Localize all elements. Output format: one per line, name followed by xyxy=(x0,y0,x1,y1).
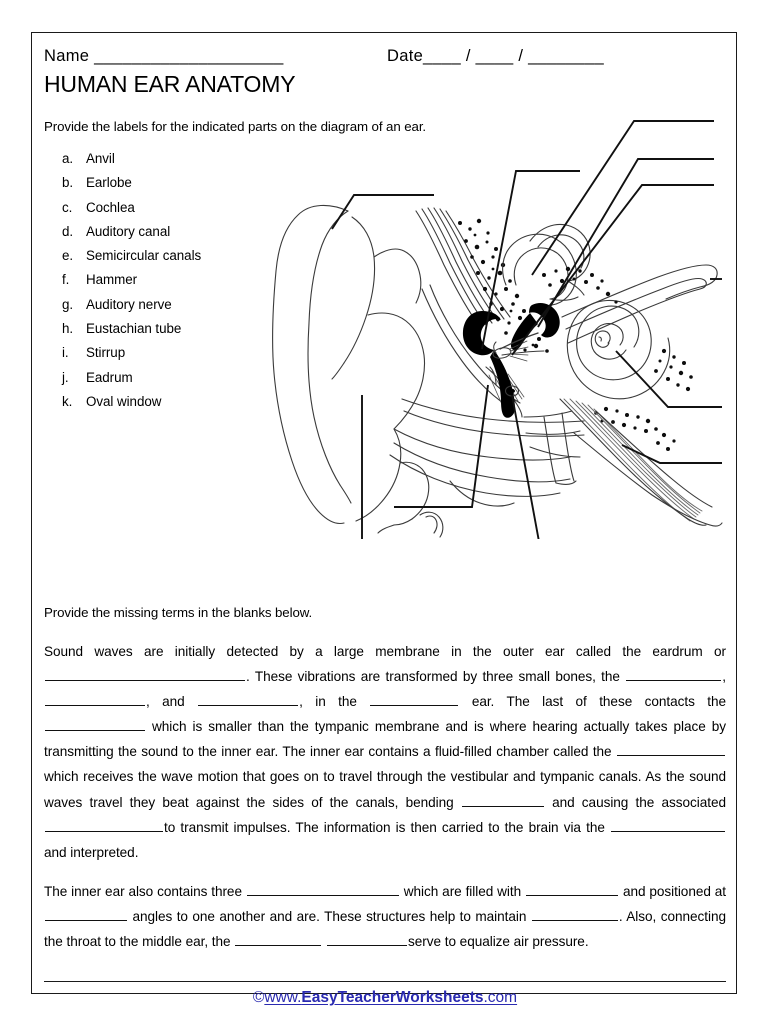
page-title: HUMAN EAR ANATOMY xyxy=(44,71,296,97)
para1-segment-10: to transmit impulses. The information is then carried to the brain via the xyxy=(164,819,605,835)
list-item-label: Earlobe xyxy=(86,175,132,191)
footer-url-prefix: www. xyxy=(264,989,302,1006)
blank-oval-window[interactable] xyxy=(45,717,145,731)
blank-eardrum-alt[interactable] xyxy=(45,667,245,681)
blank-cochlea[interactable] xyxy=(617,742,725,756)
para2-segment-3: and positioned at xyxy=(622,884,726,899)
footer-divider xyxy=(44,981,726,982)
fill-in-paragraph-2 xyxy=(44,879,726,954)
blank-hair-cells[interactable] xyxy=(462,793,544,807)
list-item-marker: c. xyxy=(62,199,73,215)
para2-segment-4: angles to one another and are. These structures help to maintain xyxy=(132,909,527,925)
blank-angles[interactable] xyxy=(45,907,127,921)
blank-hammer[interactable] xyxy=(626,667,721,681)
para2-segment-1: The inner ear also contains three xyxy=(44,884,242,899)
blank-auditory-nerve[interactable] xyxy=(611,818,725,832)
leader-line-auditory-canal xyxy=(362,395,440,539)
list-item-label: Oval window xyxy=(86,393,162,409)
leader-line-hammer xyxy=(512,185,714,355)
para1-segment-6: ear. The last of these contacts the xyxy=(471,694,727,710)
blank-nerve-cells[interactable] xyxy=(45,818,163,832)
worksheet-content xyxy=(44,43,727,1006)
worksheet-page xyxy=(31,32,737,1006)
blank-stirrup[interactable] xyxy=(198,692,298,706)
para1-segment-11: and interpreted. xyxy=(44,844,139,860)
copyright-symbol: © xyxy=(252,989,265,1006)
list-item-label: Auditory canal xyxy=(86,223,171,239)
list-item-label: Semicircular canals xyxy=(86,248,202,264)
list-item-label: Auditory nerve xyxy=(86,296,172,312)
list-item-label: Eadrum xyxy=(86,369,133,385)
fill-in-paragraph-1 xyxy=(44,639,726,865)
blank-middle[interactable] xyxy=(370,692,458,706)
worksheet-header xyxy=(44,43,724,97)
instruction-blank-task: Provide the missing terms in the blanks below. xyxy=(44,605,313,620)
list-item-label: Anvil xyxy=(86,151,115,166)
blank-semicircular-canals[interactable] xyxy=(247,882,399,896)
blank-eustachian-1[interactable] xyxy=(235,932,321,946)
list-item-marker: d. xyxy=(62,223,74,239)
list-item-marker: i. xyxy=(62,345,69,361)
para2-segment-7: serve to equalize air pressure. xyxy=(408,934,589,950)
list-item-marker: e. xyxy=(62,248,74,264)
blank-anvil[interactable] xyxy=(45,692,145,706)
footer-brand: EasyTeacherWorksheets xyxy=(301,989,484,1006)
para2-segment-5: . Also, connecting the throat to the middle ear, the xyxy=(44,909,726,950)
para1-segment-8: which receives the wave motion that goes on to travel through the vestibular and tympanic canals. As the sound waves travel they beat against the sides of the canals, bending xyxy=(44,769,726,810)
ear-diagram xyxy=(244,99,726,539)
footer-attribution[interactable] xyxy=(44,989,726,1007)
para1-segment-4: , and xyxy=(146,694,185,710)
para1-segment-2: . These vibrations are transformed by three small bones, the xyxy=(246,669,620,685)
instruction-label-task: Provide the labels for the indicated parts on the diagram of an ear. xyxy=(44,119,427,134)
para1-segment-5: , in the xyxy=(299,694,357,710)
list-item-marker: f. xyxy=(62,272,70,288)
list-item-marker: j. xyxy=(62,369,69,385)
list-item-label: Stirrup xyxy=(86,345,126,361)
para1-segment-1: Sound waves are initially detected by a large membrane in the outer ear called the eardrum or xyxy=(44,644,726,659)
leader-line-semicircular xyxy=(532,121,714,275)
list-item-marker: k. xyxy=(62,393,73,409)
para1-segment-3: , xyxy=(722,669,726,685)
date-field-label[interactable]: Date____ / ____ / ________ xyxy=(387,47,604,65)
leader-line-stirrup xyxy=(394,385,488,507)
blank-balance[interactable] xyxy=(532,907,618,921)
list-item-label: Eustachian tube xyxy=(86,321,182,337)
list-item-marker: h. xyxy=(62,321,74,337)
blank-eustachian-2[interactable] xyxy=(327,932,407,946)
para2-segment-2: which are filled with xyxy=(403,884,522,899)
list-item-marker: g. xyxy=(62,296,74,312)
blank-fluid[interactable] xyxy=(526,882,618,896)
para1-segment-7: which is smaller than the tympanic membrane and is where hearing actually takes place by transmitting the sound to the inner ear. The inner ear contains a fluid-filled chamber called the xyxy=(44,719,727,760)
list-item-marker: b. xyxy=(62,175,74,191)
name-field-label[interactable]: Name ____________________ xyxy=(44,47,284,65)
para1-segment-9: and causing the associated xyxy=(552,794,726,810)
list-item-marker: a. xyxy=(62,151,74,166)
footer-url-suffix: .com xyxy=(483,989,518,1006)
list-item-label: Cochlea xyxy=(86,199,135,215)
list-item-label: Hammer xyxy=(86,272,138,288)
